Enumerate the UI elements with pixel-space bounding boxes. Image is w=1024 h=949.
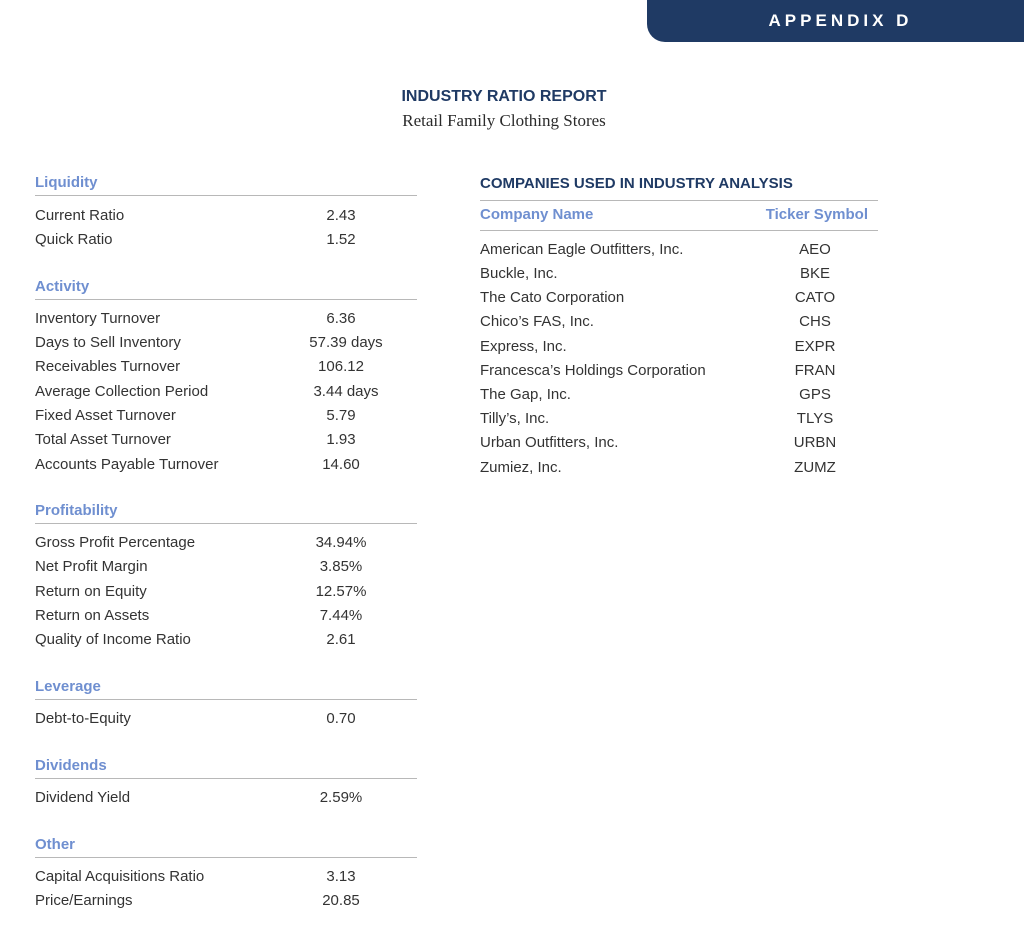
ratio-value: 12.57% — [315, 583, 367, 600]
ticker-symbol: URBN — [793, 434, 837, 451]
ratio-row — [35, 428, 425, 452]
ratio-label: Receivables Turnover — [35, 358, 181, 375]
company-row — [480, 359, 878, 383]
ratio-row — [35, 555, 425, 579]
ratio-row — [35, 604, 425, 628]
ratio-row — [35, 531, 425, 555]
ratio-label: Debt-to-Equity — [35, 710, 131, 727]
company-name: Chico’s FAS, Inc. — [480, 313, 594, 330]
section-liquidity-heading: Liquidity — [35, 174, 417, 196]
ratio-value: 7.44% — [319, 607, 363, 624]
ratio-value: 2.59% — [319, 789, 363, 806]
company-name: The Cato Corporation — [480, 289, 625, 306]
company-name: Express, Inc. — [480, 338, 567, 355]
ticker-symbol: CATO — [794, 289, 836, 306]
ratio-label: Net Profit Margin — [35, 558, 148, 575]
ticker-symbol: TLYS — [796, 410, 834, 427]
company-row — [480, 286, 878, 310]
ratio-row — [35, 331, 425, 355]
company-row — [480, 310, 878, 334]
section-dividends-heading: Dividends — [35, 757, 417, 779]
section-activity-heading: Activity — [35, 278, 417, 300]
company-name: Tilly’s, Inc. — [480, 410, 550, 427]
ratio-label: Capital Acquisitions Ratio — [35, 868, 205, 885]
ratio-row — [35, 355, 425, 379]
company-name: American Eagle Outfitters, Inc. — [480, 241, 684, 258]
ratio-value: 2.43 — [326, 207, 356, 224]
ratio-label: Days to Sell Inventory — [35, 334, 181, 351]
ratio-label: Current Ratio — [35, 207, 125, 224]
ratio-value: 2.61 — [326, 631, 356, 648]
ratio-label: Total Asset Turnover — [35, 431, 171, 448]
ratio-label: Gross Profit Percentage — [35, 534, 196, 551]
ratio-value: 0.70 — [326, 710, 356, 727]
ticker-symbol: EXPR — [794, 338, 836, 355]
ratio-value: 14.60 — [322, 456, 360, 473]
ratio-value: 6.36 — [326, 310, 356, 327]
ratio-label: Inventory Turnover — [35, 310, 161, 327]
company-row — [480, 407, 878, 431]
ratio-row — [35, 380, 425, 404]
ratio-label: Return on Equity — [35, 583, 147, 600]
ratio-value: 1.52 — [326, 231, 356, 248]
ratio-row — [35, 889, 425, 913]
section-other-heading: Other — [35, 836, 417, 858]
ratio-label: Accounts Payable Turnover — [35, 456, 219, 473]
ticker-symbol: BKE — [799, 265, 830, 282]
ratio-value: 1.93 — [326, 431, 356, 448]
ratio-row — [35, 204, 425, 228]
column-header-company-name: Company Name — [480, 206, 594, 223]
company-row — [480, 238, 878, 262]
ratio-value: 3.85% — [319, 558, 363, 575]
ratio-value: 5.79 — [326, 407, 356, 424]
companies-header — [480, 206, 878, 231]
ratio-label: Quality of Income Ratio — [35, 631, 191, 648]
company-row — [480, 431, 878, 455]
report-subtitle: Retail Family Clothing Stores — [402, 111, 606, 130]
company-name: Francesca’s Holdings Corporation — [480, 362, 706, 379]
ratio-value: 3.44 days — [313, 383, 379, 400]
ratio-label: Average Collection Period — [35, 383, 209, 400]
ticker-symbol: FRAN — [794, 362, 836, 379]
company-row — [480, 456, 878, 480]
ticker-symbol: GPS — [799, 386, 831, 403]
ticker-symbol: AEO — [799, 241, 831, 258]
ratio-row — [35, 580, 425, 604]
ratio-value: 3.13 — [326, 868, 356, 885]
ticker-symbol: CHS — [799, 313, 831, 330]
ratio-label: Dividend Yield — [35, 789, 131, 806]
company-name: Buckle, Inc. — [480, 265, 558, 282]
ratio-row — [35, 307, 425, 331]
ratio-label: Quick Ratio — [35, 231, 113, 248]
appendix-banner: APPENDIX D — [647, 0, 1024, 42]
section-profitability-heading: Profitability — [35, 502, 417, 524]
company-name: Zumiez, Inc. — [480, 459, 562, 476]
company-row — [480, 262, 878, 286]
ratio-row — [35, 228, 425, 252]
company-row — [480, 335, 878, 359]
company-name: Urban Outfitters, Inc. — [480, 434, 619, 451]
ratio-value: 20.85 — [322, 892, 360, 909]
ratio-row — [35, 707, 425, 731]
section-leverage-heading: Leverage — [35, 678, 417, 700]
ratio-label: Price/Earnings — [35, 892, 133, 909]
ratio-value: 57.39 days — [309, 334, 383, 351]
ratio-row — [35, 453, 425, 477]
ratio-value: 34.94% — [315, 534, 367, 551]
companies-title: COMPANIES USED IN INDUSTRY ANALYSIS — [480, 175, 878, 201]
company-name: The Gap, Inc. — [480, 386, 571, 403]
ratio-label: Fixed Asset Turnover — [35, 407, 176, 424]
ratio-row — [35, 786, 425, 810]
ratio-value: 106.12 — [318, 358, 364, 375]
report-title: INDUSTRY RATIO REPORT — [401, 88, 607, 105]
ratio-label: Return on Assets — [35, 607, 150, 624]
company-row — [480, 383, 878, 407]
column-header-ticker-symbol: Ticker Symbol — [765, 206, 868, 223]
ratio-row — [35, 865, 425, 889]
ticker-symbol: ZUMZ — [794, 459, 836, 476]
ratio-row — [35, 404, 425, 428]
ratio-row — [35, 628, 425, 652]
